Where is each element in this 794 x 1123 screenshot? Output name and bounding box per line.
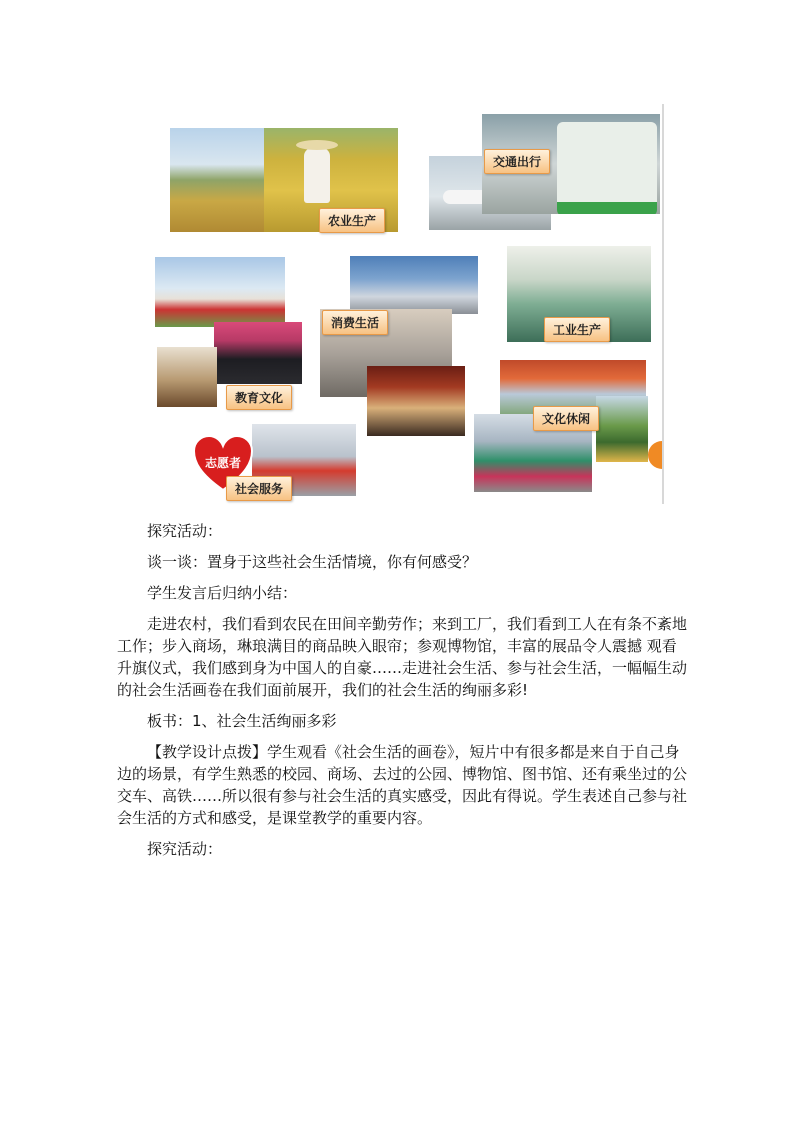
farmer-figure — [304, 148, 330, 203]
tag-industry: 工业生产 — [544, 317, 610, 342]
library-photo — [157, 347, 217, 407]
farmer-hat — [296, 140, 338, 150]
social-life-collage — [152, 104, 664, 504]
heading-explore-1: 探究活动： — [147, 522, 223, 540]
tag-leisure: 文化休闲 — [533, 406, 599, 431]
text-body — [117, 520, 687, 860]
tag-service: 社会服务 — [226, 476, 292, 501]
summary-intro: 学生发言后归纳小结： — [147, 584, 298, 602]
mall-exterior-photo — [350, 256, 478, 314]
heading-explore-2: 探究活动： — [147, 840, 223, 858]
tag-consumption: 消费生活 — [322, 310, 388, 335]
campus-photo — [155, 257, 285, 327]
graduation-photo — [214, 322, 302, 384]
restaurant-photo — [367, 366, 465, 436]
bus-body — [557, 122, 657, 214]
design-note: 【教学设计点拨】学生观看《社会生活的画卷》，短片中有很多都是来自于自己身边的场景，有学生熟悉的校园、商场、去过的公园、博物馆、图书馆、还有乘坐过的公交车、高铁……所以很有参与社会生活的真实感受，因此有得说。学生表述自己参与社会生活的方式和感受，是课堂教学的重要内容。 — [117, 743, 688, 827]
board-note: 板书：1、社会生活绚丽多彩 — [147, 712, 337, 730]
tag-agriculture: 农业生产 — [319, 208, 385, 233]
tag-education: 教育文化 — [226, 385, 292, 410]
harvester-photo — [170, 128, 265, 232]
collage-edge — [662, 104, 664, 504]
palm-photo — [596, 396, 648, 462]
summary-paragraph: 走进农村，我们看到农民在田间辛勤劳作；来到工厂，我们看到工人在有条不紊地工作；步入商场，琳琅满目的商品映入眼帘；参观博物馆，丰富的展品令人震撼 观看升旗仪式，我们感到身为中国人的自豪……走进社会生活、参与社会生活，一幅幅生动的社会生活画卷在我们面前展开，我们的社会生活的绚丽多彩! — [117, 615, 688, 699]
orange-marker — [648, 441, 662, 469]
tag-transport: 交通出行 — [484, 149, 550, 174]
talk-prompt: 谈一谈：置身于这些社会生活情境，你有何感受？ — [147, 553, 478, 571]
volunteer-badge-text: 志愿者 — [204, 456, 242, 470]
